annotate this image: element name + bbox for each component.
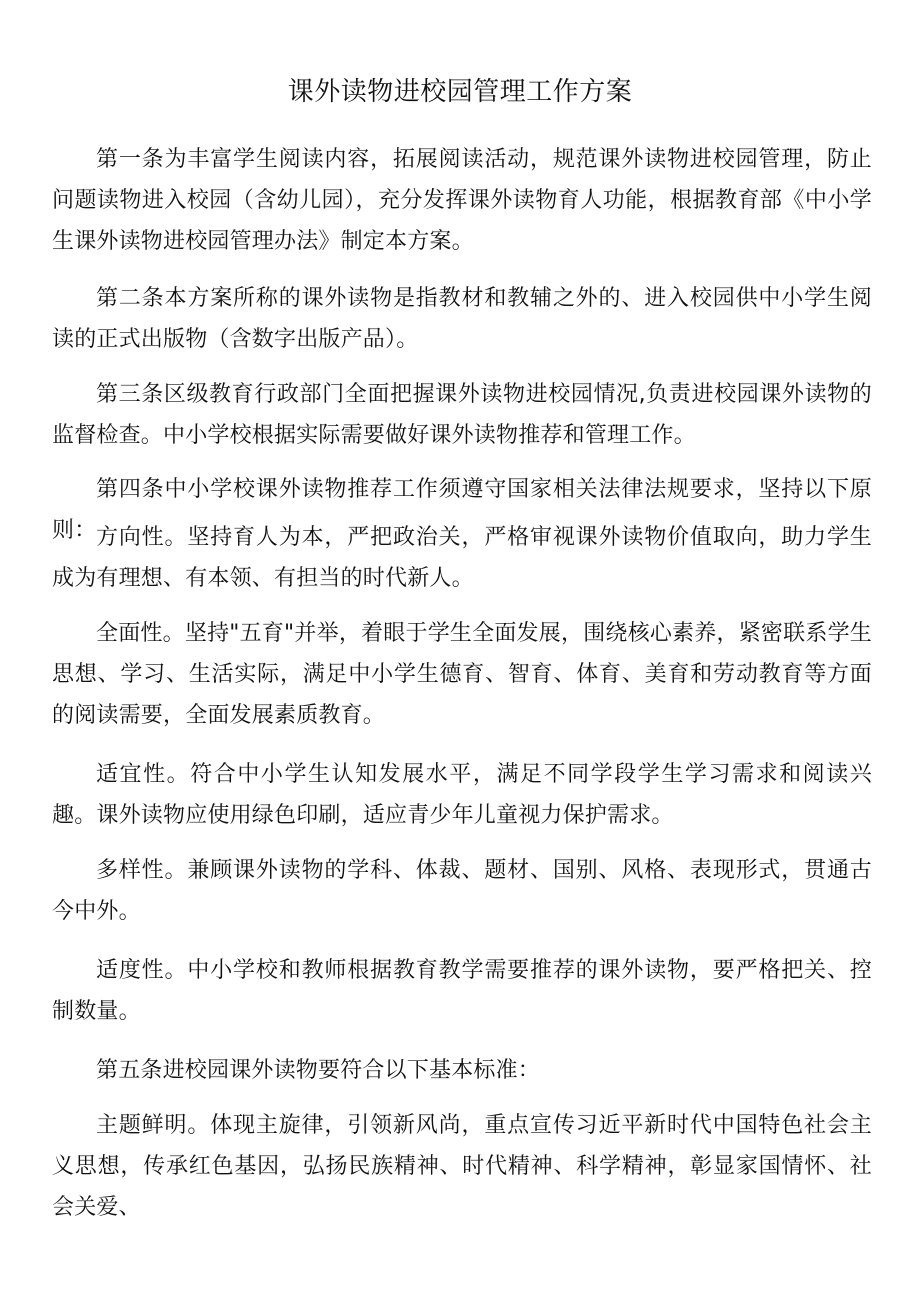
paragraph-standard-theme: 主题鲜明。体现主旋律，引领新风尚，重点宣传习近平新时代中国特色社会主义思想，传承红色基因，弘扬民族精神、时代精神、科学精神，彰显家国情怀、社会关爱、 [52,1113,872,1220]
paragraph-article-2: 第二条本方案所称的课外读物是指教材和教辅之外的、进入校园供中小学生阅读的正式出版物（含数字出版产品）。 [52,286,872,352]
document-title: 课外读物进校园管理工作方案 [287,77,633,107]
paragraph-article-1: 第一条为丰富学生阅读内容，拓展阅读活动，规范课外读物进校园管理，防止问题读物进入校园（含幼儿园），充分发挥课外读物育人功能，根据教育部《中小学生课外读物进校园管理办法》制定本方案。 [52,147,872,254]
paragraph-principle-suitability: 适宜性。符合中小学生认知发展水平，满足不同学段学生学习需求和阅读兴趣。课外读物应使用绿色印刷，适应青少年儿童视力保护需求。 [52,762,872,828]
paragraph-principle-moderation: 适度性。中小学校和教师根据教育教学需要推荐的课外读物，要严格把关、控制数量。 [52,958,872,1024]
paragraph-article-5: 第五条进校园课外读物要符合以下基本标准： [96,1058,541,1083]
paragraph-principle-comprehensive: 全面性。坚持"五育"并举，着眼于学生全面发展，围绕核心素养，紧密联系学生思想、学习、生活实际，满足中小学生德育、智育、体育、美育和劳动教育等方面的阅读需要，全面发展素质教育。 [52,621,872,728]
paragraph-article-3: 第三条区级教育行政部门全面把握课外读物进校园情况,负责进校园课外读物的监督检查。中小学校根据实际需要做好课外读物推荐和管理工作。 [52,382,872,448]
paragraph-article-4: 第四条中小学校课外读物推荐工作须遵守国家相关法律法规要求，坚持以下原则： [52,477,872,543]
paragraph-principle-diversity: 多样性。兼顾课外读物的学科、体裁、题材、国别、风格、表现形式，贯通古今中外。 [52,858,872,924]
paragraph-principle-direction: 方向性。坚持育人为本，严把政治关，严格审视课外读物价值取向，助力学生成为有理想、有本领、有担当的时代新人。 [52,525,872,591]
